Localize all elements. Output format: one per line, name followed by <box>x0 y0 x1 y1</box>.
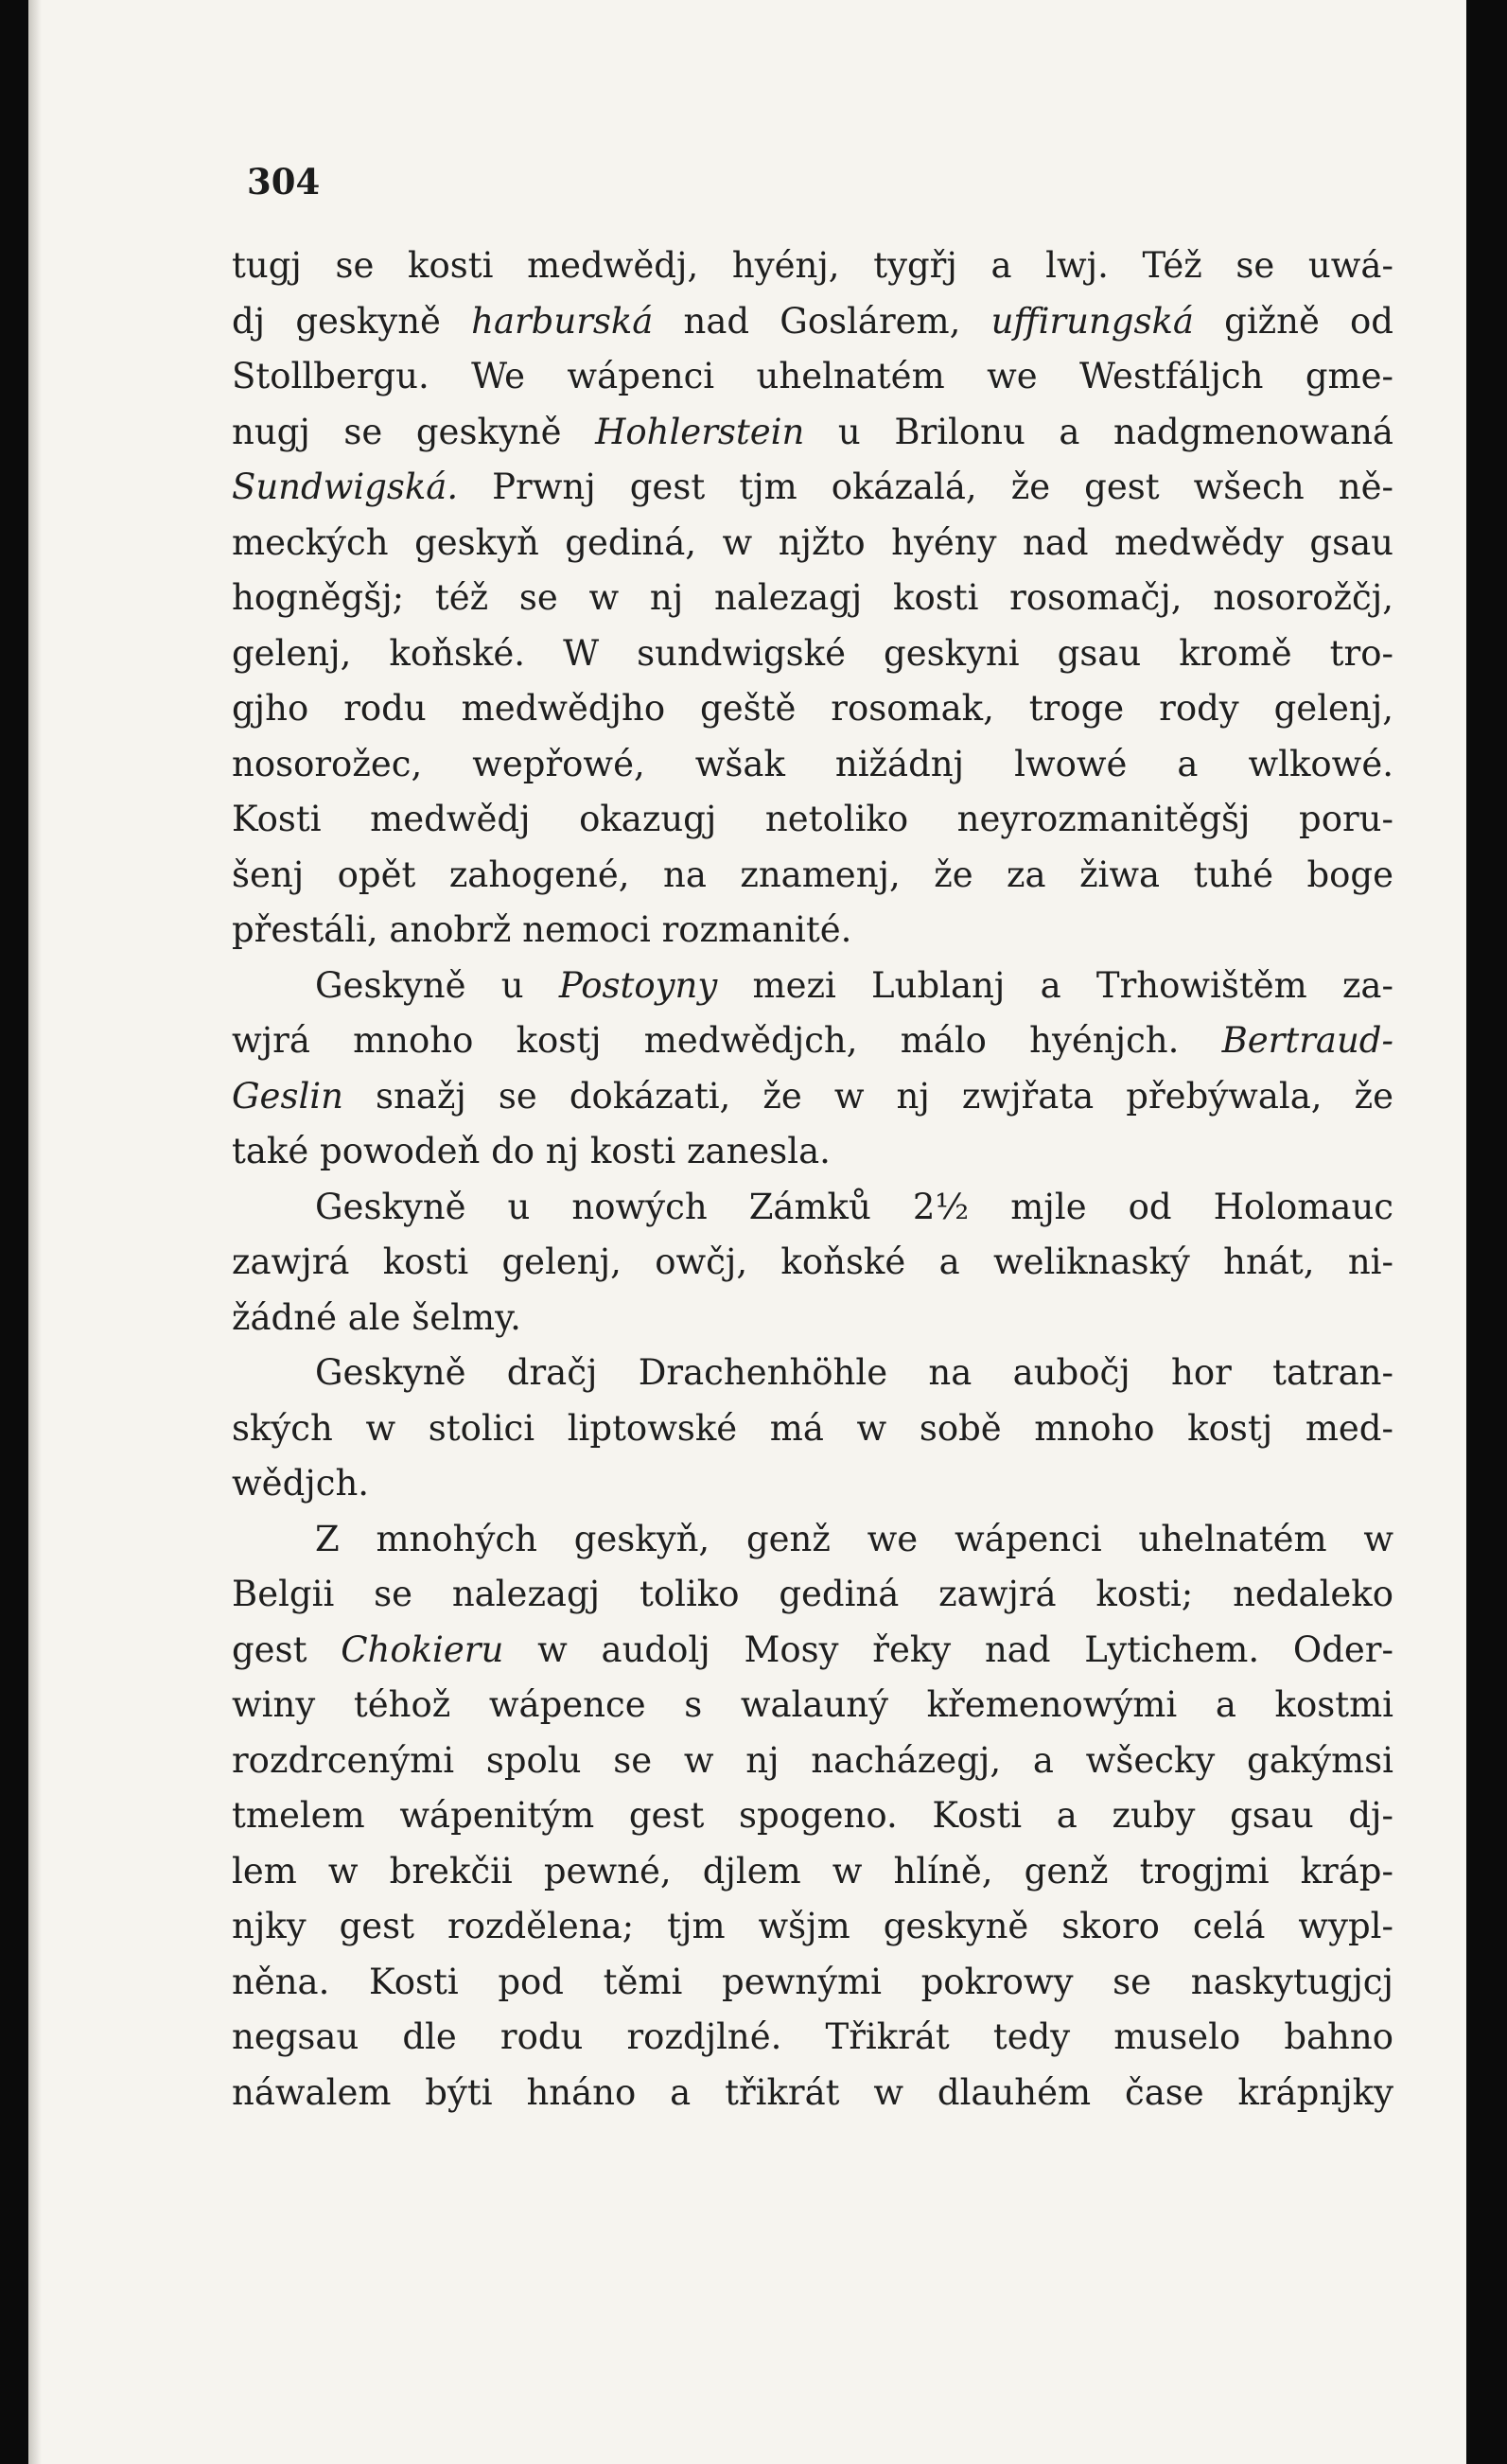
text-line <box>232 1955 1393 2011</box>
text-segment: negsau dle rodu rozdjlné. Třikrát tedy muselo bahno <box>232 2016 1393 2057</box>
text-segment: rozdrcenými spolu se w nj nacházegj, a wšecky gakýmsi <box>232 1739 1393 1781</box>
text-segment: lem w brekčii pewné, djlem w hlíně, genž trogjmi kráp- <box>232 1850 1393 1892</box>
text-line <box>232 238 1393 294</box>
text-line <box>232 571 1393 626</box>
text-segment: gjho rodu medwědjho geště rosomak, troge rody gelenj, <box>232 688 1393 729</box>
text-segment: nugj se geskyně <box>232 411 596 452</box>
text-segment: Stollbergu. We wápenci uhelnatém we Westfáljch gme- <box>232 356 1393 396</box>
text-segment: Z mnohých geskyň, genž we wápenci uhelnatém w <box>315 1518 1393 1559</box>
text-line <box>232 349 1393 405</box>
italic-text: Chokieru <box>341 1628 504 1670</box>
italic-text: Geslin <box>232 1075 343 1117</box>
text-line <box>232 516 1393 572</box>
text-line <box>232 1678 1393 1734</box>
text-line <box>232 1124 1393 1180</box>
text-line <box>232 903 1393 959</box>
text-segment: zawjrá kosti gelenj, owčj, koňské a weliknaský hnát, ni- <box>232 1241 1393 1282</box>
text-segment: dj geskyně <box>232 300 472 342</box>
text-segment: přestáli, anobrž nemoci rozmanité. <box>232 909 852 950</box>
text-line <box>232 626 1393 682</box>
text-segment: gest <box>232 1628 342 1670</box>
paragraph <box>232 1512 1393 2121</box>
text-line <box>232 848 1393 904</box>
italic-text: uffirungská <box>990 300 1194 342</box>
text-segment: hogněgšj; též se w nj nalezagj kosti rosomačj, nosorožčj, <box>232 577 1393 618</box>
text-line <box>232 2066 1393 2121</box>
text-line <box>232 1401 1393 1457</box>
text-line <box>232 1512 1393 1568</box>
paragraph <box>232 1180 1393 1346</box>
text-line <box>232 1456 1393 1512</box>
text-line <box>232 681 1393 737</box>
text-line <box>232 294 1393 350</box>
text-segment: také powodeň do nj kosti zanesla. <box>232 1131 831 1171</box>
text-line <box>232 1844 1393 1900</box>
text-segment: wědjch. <box>232 1463 370 1504</box>
text-line <box>232 1734 1393 1789</box>
italic-text: Hohlerstein <box>595 411 805 452</box>
italic-text: Postoyny <box>558 964 718 1006</box>
page-number: 304 <box>247 161 321 202</box>
text-line <box>232 1235 1393 1291</box>
text-segment: Kosti medwědj okazugj netoliko neyrozmanitěgšj poru- <box>232 799 1393 839</box>
text-line <box>232 1623 1393 1679</box>
text-line <box>232 1346 1393 1401</box>
text-line <box>232 405 1393 461</box>
text-segment: gižně od <box>1193 300 1393 342</box>
text-segment: mezi Lublanj a Trhowištěm za- <box>717 964 1393 1006</box>
text-line <box>232 2010 1393 2066</box>
text-line <box>232 460 1393 516</box>
italic-text: harburská <box>471 300 654 342</box>
text-segment: ských w stolici liptowské má w sobě mnoho kostj med- <box>232 1407 1393 1449</box>
text-segment: nad Goslárem, <box>653 300 991 342</box>
book-page <box>28 0 1466 2464</box>
text-segment: něna. Kosti pod těmi pewnými pokrowy se naskytugjcj <box>232 1961 1393 2002</box>
text-segment: njky gest rozdělena; tjm wšjm geskyně skoro celá wypl- <box>232 1906 1393 1946</box>
text-segment: Prwnj gest tjm okázalá, že gest wšech ně- <box>458 466 1393 507</box>
page-edge-shadow <box>28 0 42 2464</box>
text-segment: Belgii se nalezagj toliko gediná zawjrá kosti; nedaleko <box>232 1574 1393 1614</box>
italic-text: Sundwigská. <box>232 466 459 507</box>
text-segment: meckých geskyň gediná, w njžto hyény nad medwědy gsau <box>232 521 1393 563</box>
text-segment: gelenj, koňské. W sundwigské geskyni gsau kromě tro- <box>232 632 1393 674</box>
text-line <box>232 1788 1393 1844</box>
text-line <box>232 959 1393 1014</box>
text-segment: tugj se kosti medwědj, hyénj, tygřj a lwj. Též se uwá- <box>232 245 1393 286</box>
text-segment: šenj opět zahogené, na znamenj, že za žiwa tuhé boge <box>232 854 1393 895</box>
text-segment: winy téhož wápence s walauný křemenowými a kostmi <box>232 1684 1393 1725</box>
text-segment: wjrá mnoho kostj medwědjch, málo hyénjch. <box>232 1020 1222 1061</box>
text-segment: žádné ale šelmy. <box>232 1296 521 1338</box>
text-line <box>232 1567 1393 1623</box>
text-line <box>232 1899 1393 1955</box>
text-line <box>232 737 1393 793</box>
italic-text: Bertraud- <box>1221 1020 1393 1061</box>
text-segment: nosorožec, wepřowé, wšak nižádnj lwowé a wlkowé. <box>232 743 1393 784</box>
text-line <box>232 1013 1393 1069</box>
text-segment: w audolj Mosy řeky nad Lytichem. Oder- <box>503 1628 1393 1670</box>
text-line <box>232 1069 1393 1125</box>
text-segment: snažj se dokázati, že w nj zwjřata přebýwala, že <box>342 1075 1393 1117</box>
paragraph <box>232 238 1393 959</box>
text-line <box>232 792 1393 848</box>
paragraph <box>232 1346 1393 1512</box>
text-segment: náwalem býti hnáno a třikrát w dlauhém čase krápnjky <box>232 2071 1393 2113</box>
text-segment: Geskyně dračj Drachenhöhle na aubočj hor tatran- <box>315 1352 1393 1393</box>
text-segment: tmelem wápenitým gest spogeno. Kosti a zuby gsau dj- <box>232 1795 1393 1836</box>
text-line <box>232 1291 1393 1346</box>
paragraph <box>232 959 1393 1180</box>
text-segment: u Brilonu a nadgmenowaná <box>804 411 1393 452</box>
text-line <box>232 1180 1393 1236</box>
text-segment: Geskyně u nowých Zámků 2½ mjle od Holomauc <box>315 1186 1393 1227</box>
body-text <box>232 238 1393 2121</box>
text-segment: Geskyně u <box>315 964 559 1006</box>
